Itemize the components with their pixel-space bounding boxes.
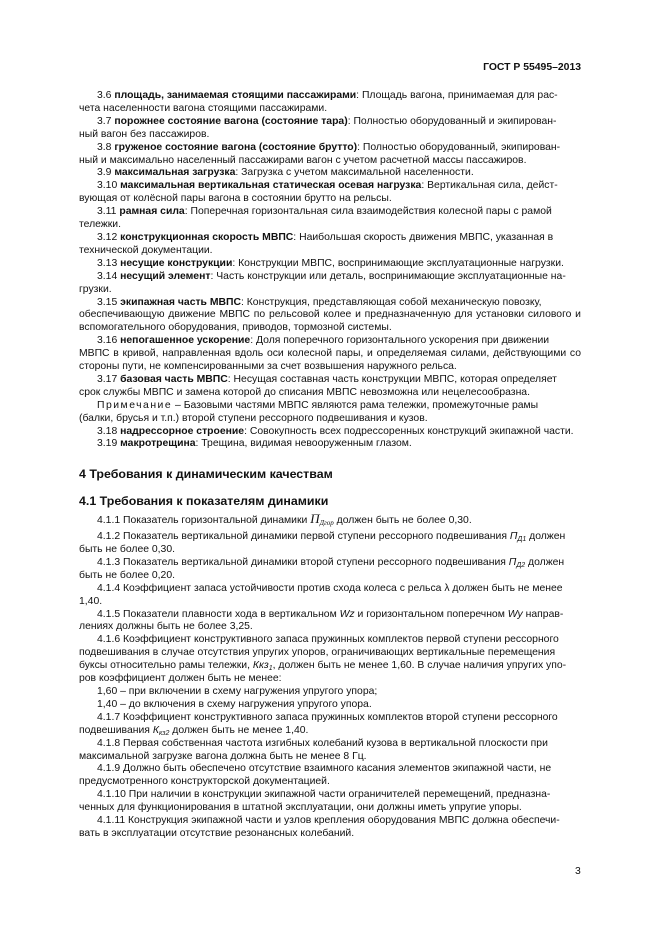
- note-text-cont: (балки, брусья и т.п.) второй ступени рессорного подвешивания и кузов.: [79, 412, 428, 424]
- definition-number: 3.16: [97, 335, 118, 347]
- document-id: ГОСТ Р 55495–2013: [483, 62, 581, 73]
- definition-term: конструкционная скорость МВПС: [120, 231, 294, 243]
- definition-3-8: 3.8 груженое состояние вагона (состояние брутто): Полностью оборудованный, экипирован- ный и максимально населенный пассажирами вагон с учетом расчетной массы пассажиров.: [79, 142, 581, 168]
- req-text: предусмотренного конструкторской документацией.: [79, 776, 330, 788]
- definition-text: Поперечная горизонтальная сила взаимодействия колесной пары с рамой: [190, 206, 552, 218]
- req-text: 1,40.: [79, 595, 103, 607]
- definition-text: Загрузка с учетом максимальной населенности.: [241, 167, 474, 179]
- definition-text: Площадь вагона, принимаемая для рас-: [361, 90, 558, 101]
- definition-number: 3.15: [97, 296, 118, 308]
- symbol-wy: Wy: [507, 608, 523, 620]
- definition-3-11: 3.11 рамная сила: Поперечная горизонтальная сила взаимодействия колесной пары с рамой тележки.: [79, 206, 581, 232]
- req-text: должен быть не менее 1,40.: [172, 724, 309, 736]
- symbol-kkz2: [153, 725, 170, 736]
- definition-3-7: 3.7 порожнее состояние вагона (состояние тара): Полностью оборудованный и экипирован- ный вагон без пассажиров.: [79, 116, 581, 142]
- symbol-letter: П: [509, 531, 518, 543]
- symbol-kkz1: [253, 660, 273, 671]
- definition-text-cont: грузки.: [79, 283, 112, 295]
- req-4-1-6: [79, 634, 581, 686]
- symbol-wz: Wz: [339, 608, 355, 620]
- req-text: подвешивания в случае отсутствия упругих упоров, ограничивающих вертикальные перемещения: [79, 647, 556, 659]
- note-paragraph: [79, 400, 581, 426]
- definition-text: Несущая составная часть конструкции МВПС, которая определяет: [233, 373, 557, 385]
- definition-text: Часть конструкции или деталь, воспринимающие эксплуатационные на-: [216, 270, 566, 282]
- definition-number: 3.10: [97, 180, 118, 192]
- definition-term: непогашенное ускорение: [120, 335, 251, 347]
- req-4-1-3: [79, 557, 581, 583]
- req-text: быть не более 0,20.: [79, 569, 176, 581]
- definition-3-13: 3.13 несущие конструкции: Конструкции МВПС, воспринимающие эксплуатационные нагрузки.: [97, 257, 564, 269]
- definition-term: несущие конструкции: [120, 257, 233, 269]
- page-number: 3: [575, 866, 581, 877]
- definition-number: 3.13: [97, 257, 118, 269]
- req-text: подвешивания: [79, 724, 150, 736]
- req-text: 4.1.6 Коэффициент конструктивного запаса пружинных комплектов первой ступени рессорного: [97, 634, 559, 646]
- definition-3-14: 3.14 несущий элемент: Часть конструкции или деталь, воспринимающие эксплуатационные на- грузки.: [79, 271, 581, 297]
- definitions-list-2: [79, 426, 581, 452]
- req-text: должен: [529, 531, 566, 543]
- req-text: ченных для функционирования в штатной эксплуатации, они должны иметь упругие упоры.: [79, 802, 522, 814]
- definition-term: груженое состояние вагона (состояние брутто): [114, 141, 358, 153]
- req-4-1-11: [79, 815, 581, 841]
- definition-term: несущий элемент: [120, 270, 211, 282]
- req-4-1-9: [79, 763, 581, 789]
- symbol-subscript: 1: [268, 665, 273, 673]
- definition-text-cont: срок службы МВПС и замена которой до списания МВПС невозможна или нецелесообразна.: [79, 386, 530, 398]
- definition-text-cont: тележки.: [79, 219, 121, 231]
- req-text: и горизонтальном поперечном: [357, 608, 505, 620]
- symbol-subscript: Д2: [516, 561, 526, 569]
- definition-number: 3.19: [97, 438, 118, 450]
- req-4-1-1: [79, 513, 581, 528]
- definition-text-cont: ный и максимально населенный пассажирами вагон с учетом расчетной массы пассажиров.: [79, 154, 527, 166]
- symbol-p-d1: [510, 531, 526, 542]
- symbol-subscript: Дгор: [319, 519, 334, 528]
- definition-text: Конструкции МВПС, воспринимающие эксплуатационные нагрузки.: [238, 257, 564, 269]
- section-4-heading: 4 Требования к динамическим качествам: [79, 467, 333, 482]
- definition-term: экипажная часть МВПС: [120, 296, 241, 308]
- definition-text-cont: ный вагон без пассажиров.: [79, 128, 210, 140]
- req-text: должен: [528, 556, 565, 568]
- definition-term: базовая часть МВПС: [120, 373, 228, 385]
- symbol-subscript: кз2: [158, 729, 170, 737]
- definition-term: порожнее состояние вагона (состояние тара): [114, 115, 348, 127]
- definition-text: Полностью оборудованный, экипирован-: [362, 141, 561, 153]
- symbol-p-d2: [509, 557, 525, 568]
- symbol-letter: П: [310, 511, 320, 527]
- definition-text-cont: технической документации.: [79, 244, 213, 256]
- req-text: ров коэффициент должен быть не менее:: [79, 673, 282, 685]
- req-text: 4.1.5 Показатели плавности хода в вертикальном: [97, 608, 337, 620]
- definition-3-9: 3.9 максимальная загрузка: Загрузка с учетом максимальной населенности.: [97, 167, 474, 179]
- req-text: направ-: [525, 608, 564, 620]
- req-text: 4.1.2 Показатель вертикальной динамики первой ступени рессорного подвешивания: [97, 531, 507, 543]
- symbol-subscript: Д1: [517, 536, 527, 544]
- definition-text: Наибольшая скорость движения МВПС, указанная в: [299, 231, 554, 243]
- req-4-1-5: [79, 609, 581, 635]
- definition-number: 3.18: [97, 425, 118, 437]
- req-4-1-4: [79, 583, 581, 609]
- definition-text: Доля поперечного горизонтального ускорения при движении: [255, 335, 550, 347]
- req-text: , должен быть не менее 1,60. В случае наличия упругих упо-: [272, 660, 567, 672]
- definition-number: 3.17: [97, 373, 118, 385]
- req-text: должен быть не более 0,30.: [336, 515, 472, 527]
- note-text: – Базовыми частями МВПС являются рама тележки, промежуточные рамы: [175, 399, 539, 411]
- req-4-1-2: [79, 531, 581, 557]
- symbol-letter: К: [152, 724, 159, 736]
- definition-3-10: 3.10 максимальная вертикальная статическая осевая нагрузка: Вертикальная сила, дейст- вующая от колёсной пары вагона в состоянии брутто на рельсы.: [79, 180, 581, 206]
- req-text: 4.1.10 При наличии в конструкции экипажной части ограничителей перемещений, предназна-: [97, 789, 551, 801]
- definition-number: 3.11: [97, 206, 117, 218]
- definition-text: Вертикальная сила, дейст-: [427, 180, 558, 192]
- definition-text-cont: МВПС в кривой, направленная вдоль оси колесной пары, и определяемая силами, действующими со стороны пути, не компенсированными за счет возвышения наружного рельса.: [79, 348, 581, 373]
- definition-number: 3.9: [97, 167, 112, 179]
- note-label: Примечание: [97, 399, 173, 411]
- definition-3-17: 3.17 базовая часть МВПС: Несущая составная часть конструкции МВПС, которая определяет срок службы МВПС и замена которой до списания МВПС невозможна или нецелесообразна.: [79, 374, 581, 400]
- definition-number: 3.7: [97, 115, 112, 127]
- definition-term: максимальная загрузка: [114, 167, 236, 179]
- definition-term: площадь, занимаемая стоящими пассажирами: [114, 90, 357, 101]
- definition-3-12: 3.12 конструкционная скорость МВПС: Наибольшая скорость движения МВПС, указанная в технической документации.: [79, 232, 581, 258]
- definition-term: надрессорное строение: [120, 425, 245, 437]
- req-text: быть не более 0,30.: [79, 544, 176, 555]
- definition-text: Трещина, видимая невооруженным глазом.: [201, 438, 412, 450]
- definition-number: 3.8: [97, 141, 112, 153]
- definition-number: 3.6: [97, 90, 112, 101]
- definition-3-15: 3.15 экипажная часть МВПС: Конструкция, представляющая собой механическую повозку, обеспечивающую движение МВПС по рельсовой колее и предназначенную для установки силового и вспомогательного оборудования, приводов, тормозной системы.: [79, 296, 581, 334]
- req-text: 4.1.4 Коэффициент запаса устойчивости против схода колеса с рельса λ должен быть не менее: [97, 582, 563, 594]
- definition-3-18: 3.18 надрессорное строение: Совокупность всех подрессоренных конструкций экипажной части.: [97, 425, 574, 437]
- req-text: 4.1.7 Коэффициент конструктивного запаса пружинных комплектов второй ступени рессорного: [97, 711, 558, 723]
- definition-3-6: 3.6 площадь, занимаемая стоящими пассажирами: Площадь вагона, принимаемая для рас- чета населенности вагона стоящими пассажирами.: [79, 90, 581, 116]
- req-text: 4.1.9 Должно быть обеспечено отсутствие взаимного касания элементов экипажной части, не: [97, 763, 552, 775]
- definition-text: Полностью оборудованный и экипирован-: [353, 115, 557, 127]
- definition-text: Совокупность всех подрессоренных конструкций экипажной части.: [249, 425, 574, 437]
- definition-term: максимальная вертикальная статическая осевая нагрузка: [120, 180, 422, 192]
- list-item: 1,40 – до включения в схему нагружения упругого упора.: [97, 698, 372, 710]
- list-item: 1,60 – при включении в схему нагружения упругого упора;: [97, 685, 378, 697]
- req-text: 4.1.11 Конструкция экипажной части и узлов крепления оборудования МВПС должна обеспечи-: [97, 815, 560, 827]
- req-4-1-10: [79, 789, 581, 815]
- definition-text-cont: чета населенности вагона стоящими пассажирами.: [79, 102, 328, 114]
- definition-term: рамная сила: [119, 206, 185, 218]
- symbol-letter: Ккз: [252, 660, 269, 672]
- definition-number: 3.14: [97, 270, 118, 282]
- req-text: 4.1.3 Показатель вертикальной динамики второй ступени рессорного подвешивания: [97, 556, 506, 568]
- definition-3-16: 3.16 непогашенное ускорение: Доля поперечного горизонтального ускорения при движении МВПС в кривой, направленная вдоль оси колесной пары, и определяемая силами, действующими со стороны пути, не компенсированными за счет возвышения наружного рельса.: [79, 335, 581, 373]
- symbol-letter: П: [508, 556, 517, 568]
- page-content: [79, 90, 581, 841]
- req-text: лениях должны быть не более 3,25.: [79, 621, 253, 633]
- definition-text-cont: вующая от колёсной пары вагона в состоянии брутто на рельсы.: [79, 193, 392, 205]
- req-text: вать в эксплуатации отсутствие резонансных колебаний.: [79, 827, 355, 839]
- definition-text-cont: обеспечивающую движение МВПС по рельсовой колее и предназначенную для установки силового и вспомогательного оборудования, приводов, тормозной системы.: [79, 309, 581, 334]
- definitions-list: [79, 90, 581, 400]
- req-text: буксы относительно рамы тележки,: [79, 660, 250, 672]
- req-text: 4.1.8 Первая собственная частота изгибных колебаний кузова в вертикальной плоскости при: [97, 737, 548, 749]
- req-text: максимальной загрузке вагона должна быть не менее 8 Гц.: [79, 750, 367, 762]
- definition-text: Конструкция, представляющая собой механическую повозку,: [246, 296, 542, 308]
- req-4-1-7: [79, 712, 581, 738]
- req-text: 4.1.1 Показатель горизонтальной динамики: [97, 515, 308, 527]
- section-4-1-heading: 4.1 Требования к показателям динамики: [79, 494, 329, 509]
- req-4-1-8: [79, 738, 581, 764]
- definition-term: макротрещина: [120, 438, 196, 450]
- definition-number: 3.12: [97, 231, 118, 243]
- definition-3-19: 3.19 макротрещина: Трещина, видимая невооруженным глазом.: [97, 438, 412, 450]
- symbol-p-dgor: [310, 511, 334, 526]
